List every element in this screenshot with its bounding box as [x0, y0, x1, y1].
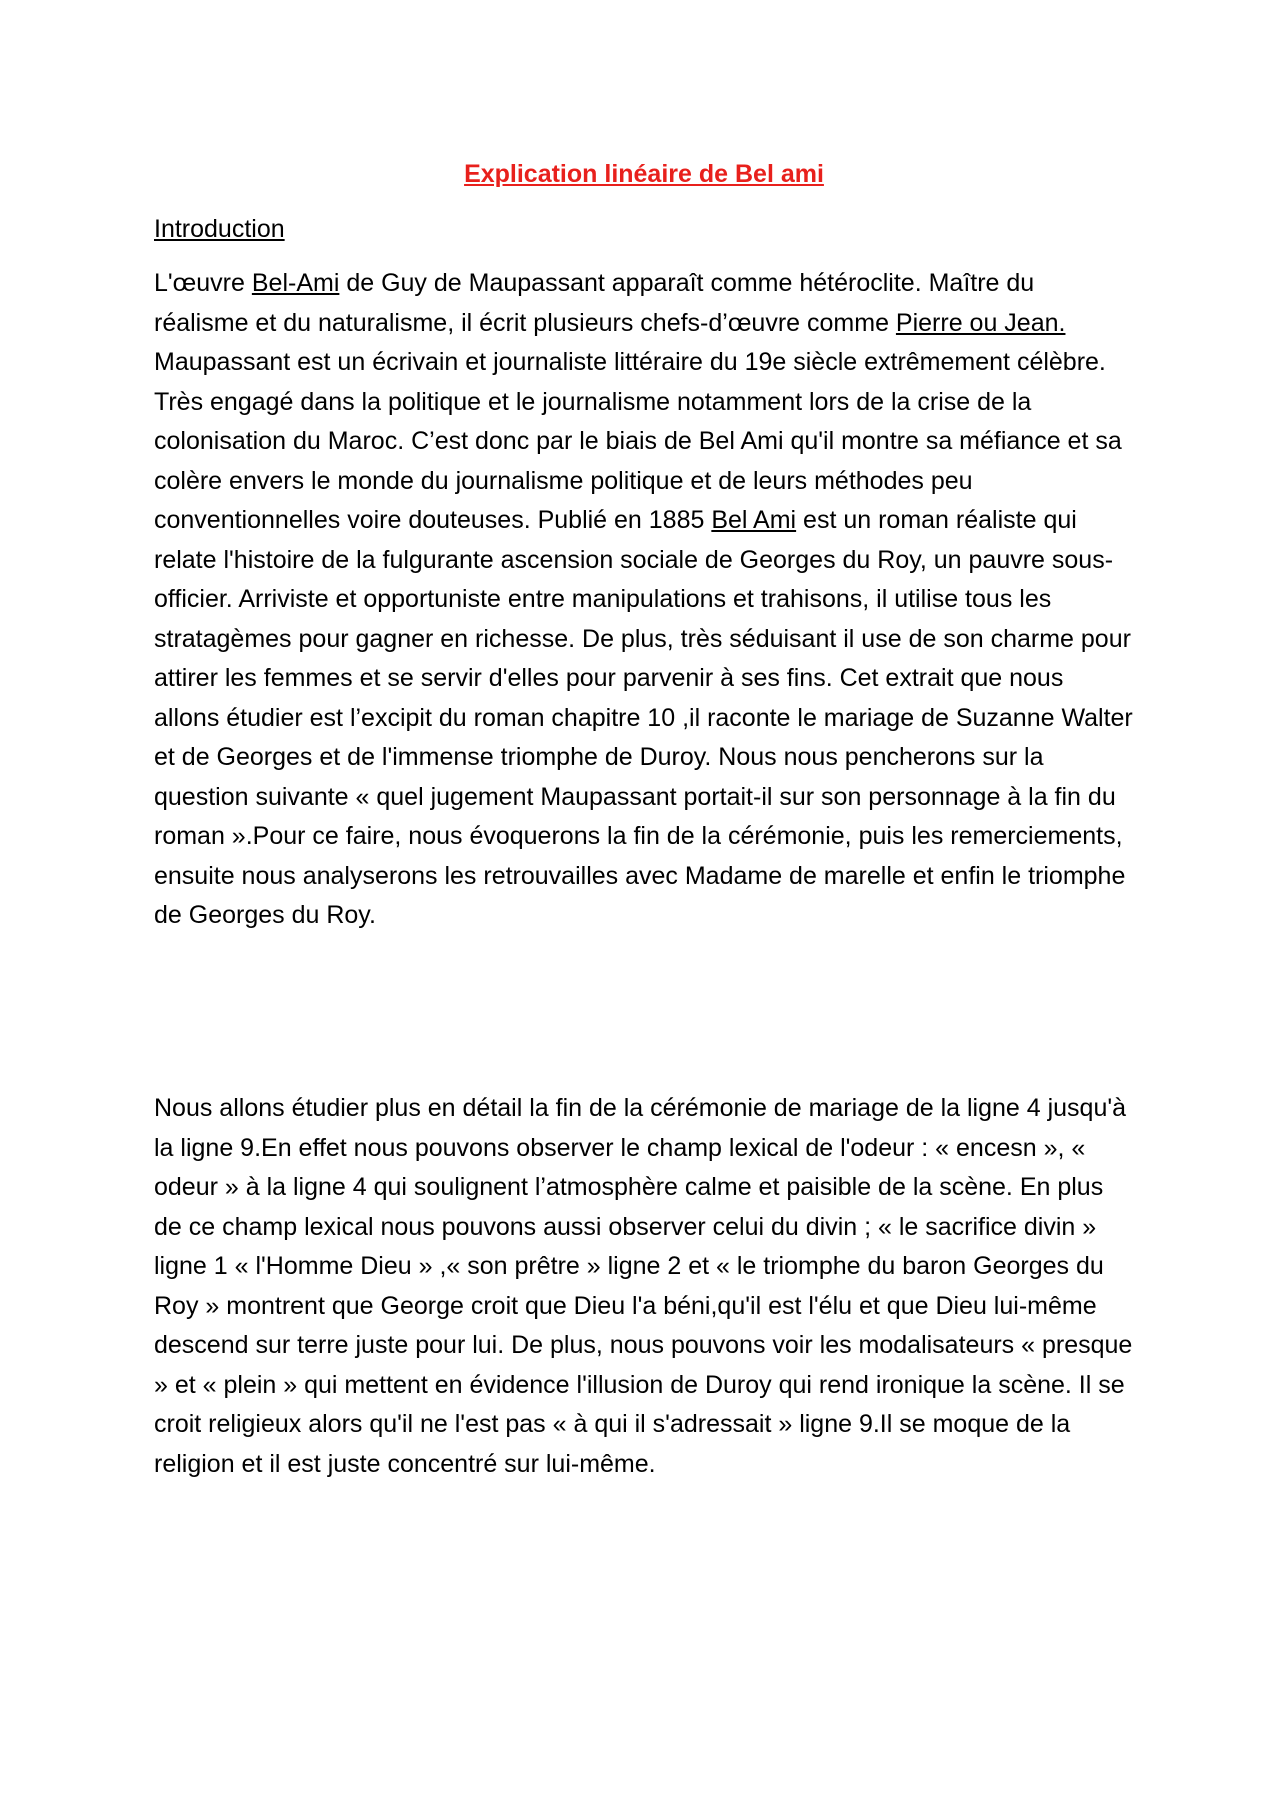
intro-text-3: Maupassant est un écrivain et journaliste littéraire du 19e siècle extrêmement célèbre. Très engagé dans la politique et le journalisme notamment lors de la crise de la colonisation du Maroc. C’est donc par le biais de Bel Ami qu'il montre sa méfiance et sa colère envers le monde du journalisme politique et de leurs méthodes peu conventionnelles voire douteuses. Publié en 1885	[154, 348, 1122, 534]
section-heading-introduction: Introduction	[154, 215, 285, 243]
analysis-paragraph: Nous allons étudier plus en détail la fin de la cérémonie de mariage de la ligne 4 jusqu'à la ligne 9.En effet nous pouvons observer le champ lexical de l'odeur : « encesn », « odeur » à la ligne 4 qui soulignent l’atmosphère calme et paisible de la scène. En plus de ce champ lexical nous pouvons aussi observer celui du divin ; « le sacrifice divin » ligne 1 « l'Homme Dieu » ,« son prêtre » ligne 2 et « le triomphe du baron Georges du Roy » montrent que George croit que Dieu l'a béni,qu'il est l'élu et que Dieu lui-même descend sur terre juste pour lui. De plus, nous pouvons voir les modalisateurs « presque » et « plein » qui mettent en évidence l'illusion de Duroy qui rend ironique la scène. Il se croit religieux alors qu'il ne l'est pas « à qui il s'adressait » ligne 9.Il se moque de la religion et il est juste concentré sur lui-même.	[154, 1094, 1133, 1478]
work-title-bel-ami-2: Bel Ami	[711, 506, 797, 534]
introduction-paragraph	[154, 264, 1134, 936]
intro-text-2: de Guy de Maupassant apparaît comme hétéroclite. Maître du réalisme et du naturalisme, il écrit plusieurs chefs-d’œuvre comme	[154, 269, 1035, 337]
document-title: Explication linéaire de Bel ami	[464, 160, 824, 188]
intro-text-1: L'œuvre	[154, 269, 252, 297]
work-title-bel-ami: Bel-Ami	[251, 269, 340, 297]
intro-text-4: est un roman réaliste qui relate l'histoire de la fulgurante ascension sociale de Georges du Roy, un pauvre sous-officier. Arriviste et opportuniste entre manipulations et trahisons, il utilise tous les stratagèmes pour gagner en richesse. De plus, très séduisant il use de son charme pour attirer les femmes et se servir d'elles pour parvenir à ses fins. Cet extrait que nous allons étudier est l’excipit du roman chapitre 10 ,il raconte le mariage de Suzanne Walter et de Georges et de l'immense triomphe de Duroy. Nous nous pencherons sur la question suivante « quel jugement Maupassant portait-il sur son personnage à la fin du roman ».Pour ce faire, nous évoquerons la fin de la cérémonie, puis les remerciements, ensuite nous analyserons les retrouvailles avec Madame de marelle et enfin le triomphe de Georges du Roy.	[154, 506, 1133, 929]
work-title-pierre-ou-jean: Pierre ou Jean.	[895, 308, 1066, 337]
